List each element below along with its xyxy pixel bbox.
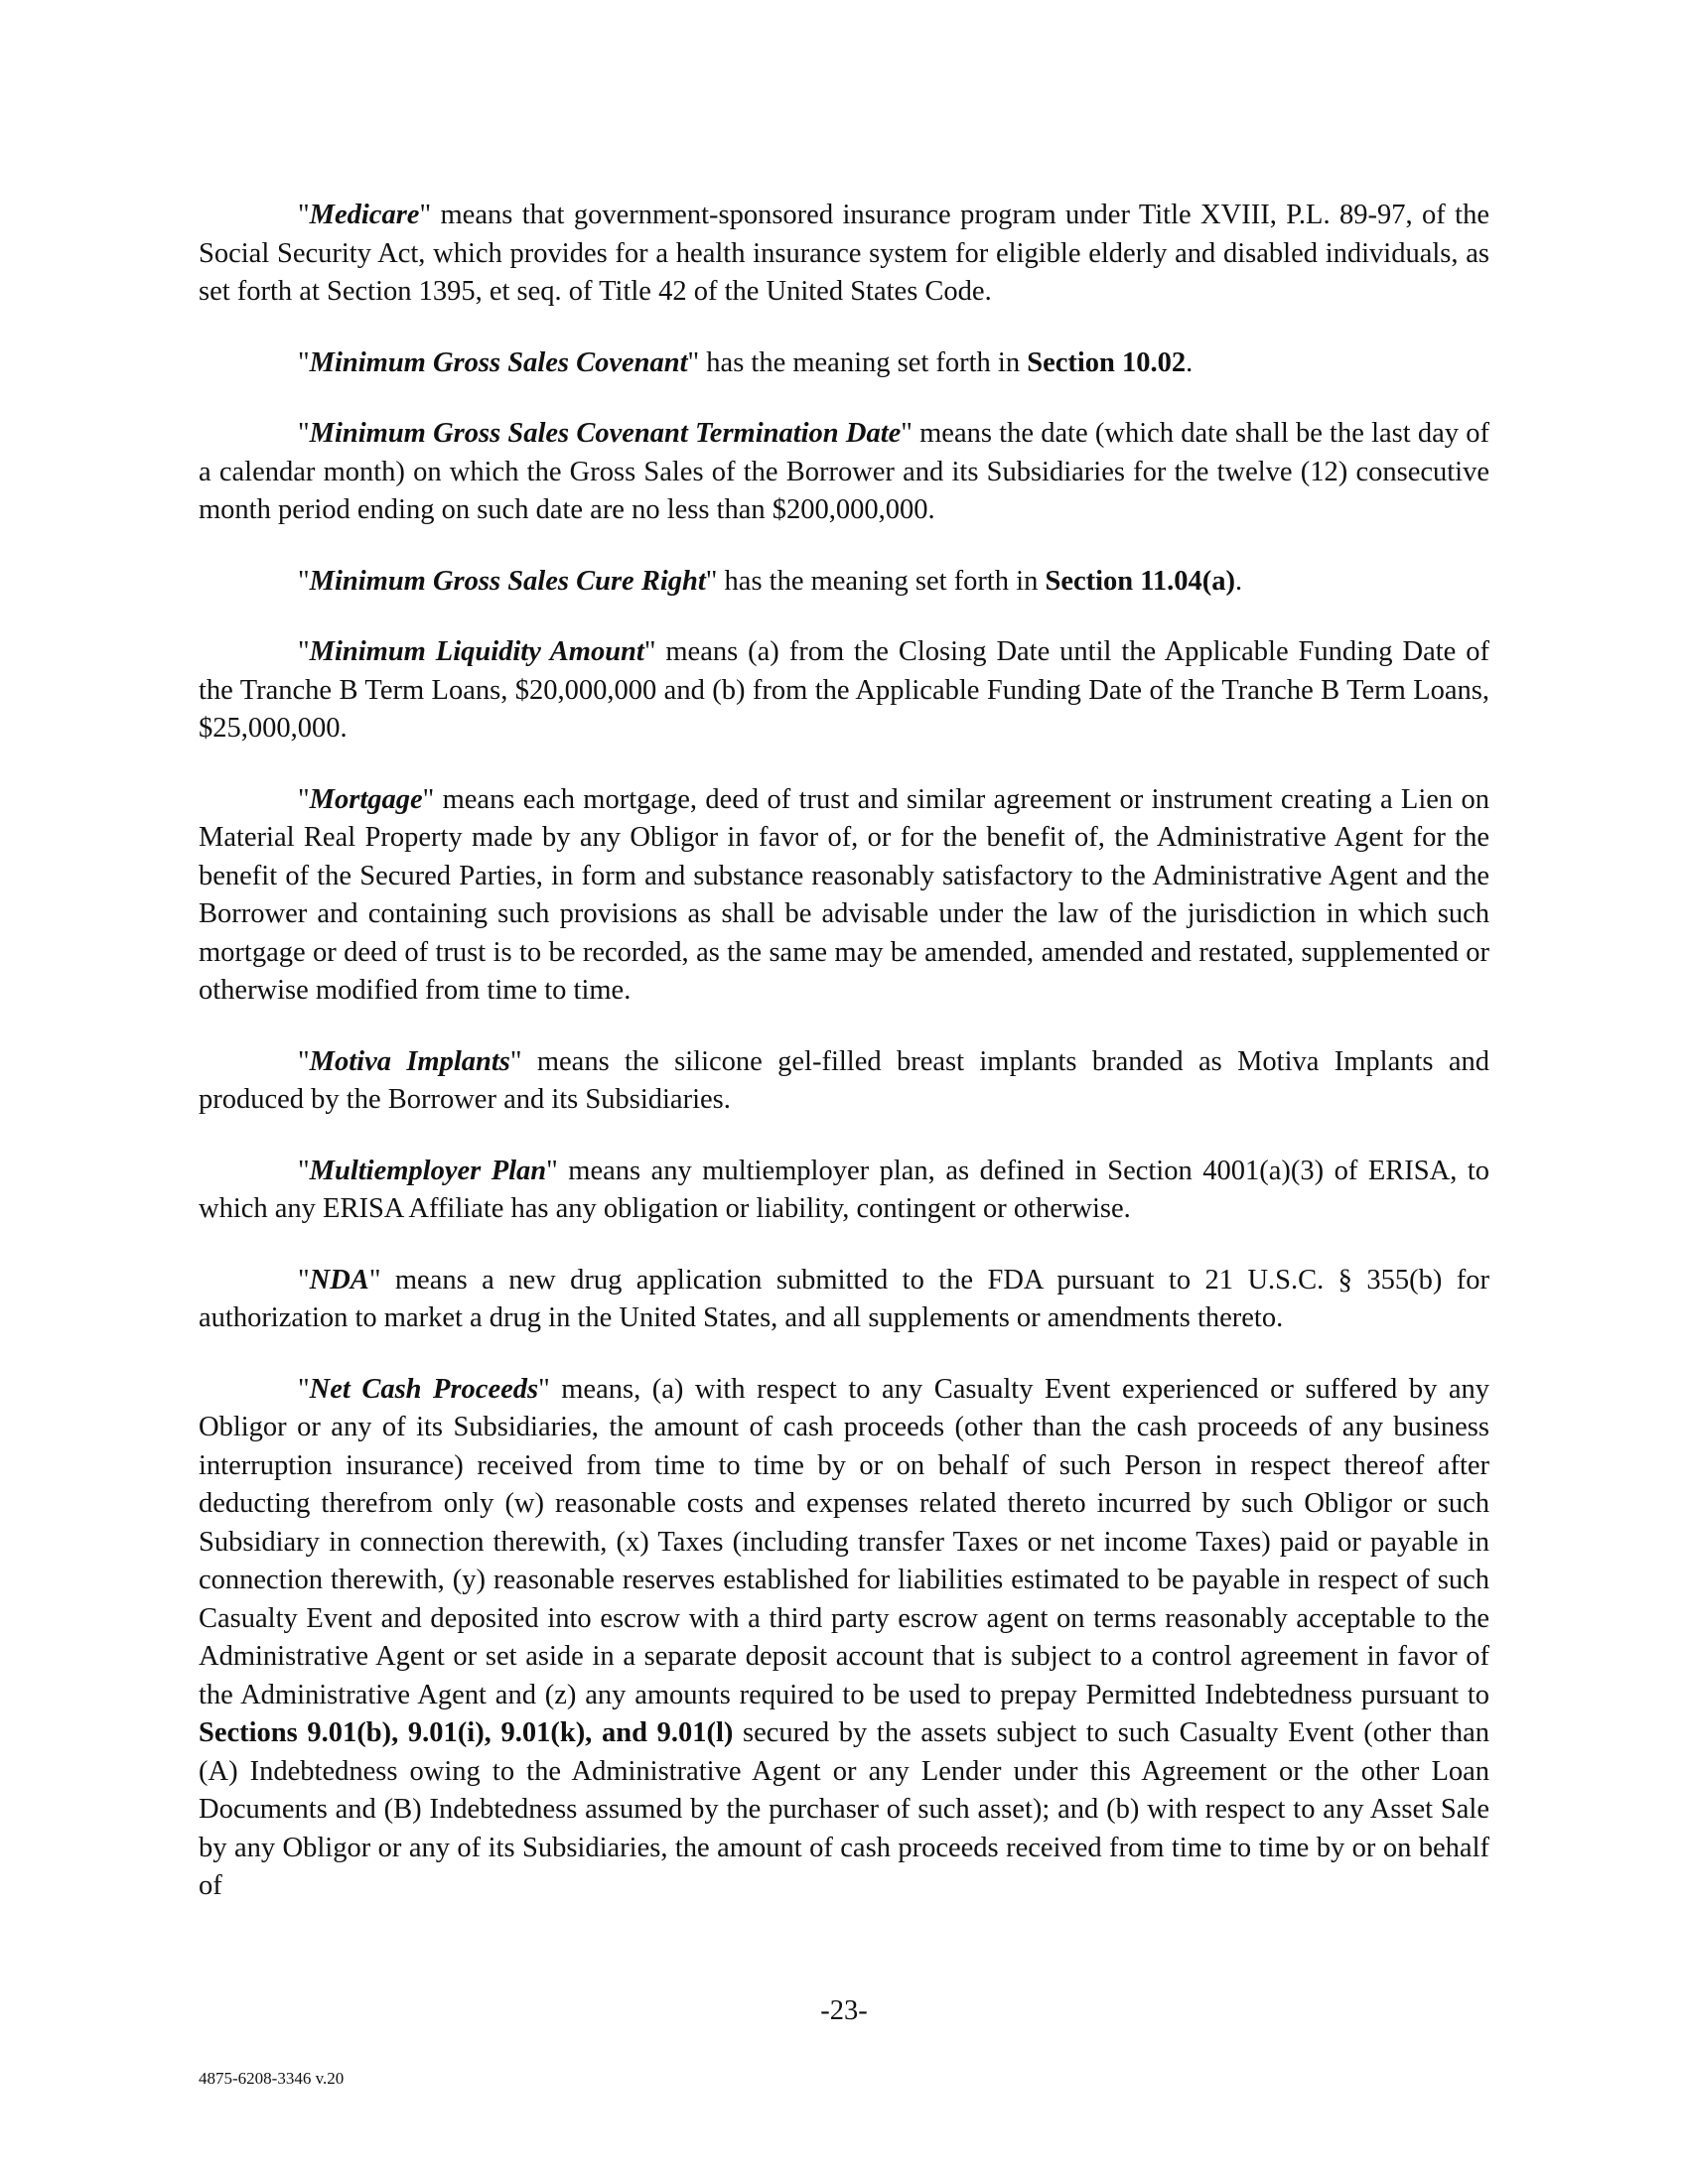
- definition-text: means the silicone gel-filled breast implants branded as Motiva Implants and produced by the Borrower and its Subsidiaries.: [199, 1045, 1489, 1115]
- section-reference: Section 11.04(a): [1045, 565, 1236, 597]
- definition-paragraph: "Minimum Liquidity Amount" means (a) from the Closing Date until the Applicable Funding Date of the Tranche B Term Loans, $20,000,000 and (b) from the Applicable Funding Date of the Tranche B Term Loans, $25,000,000.: [199, 636, 1489, 744]
- definition-text: .: [1186, 346, 1194, 378]
- definition-text: secured by the assets subject to such Casualty Event (other than (A) Indebtedness owing to the Administrative Agent or any Lender under this Agreement or the other Loan Documents and (B) Indebtedness assumed by the purchaser of such asset); and (b) with respect to any Asset Sale by any Obligor or any of its Subsidiaries, the amount of cash proceeds received from time to time by or on behalf of: [199, 1717, 1489, 1901]
- definition-paragraph: "Multiemployer Plan" means any multiemployer plan, as defined in Section 4001(a)(3) of ERISA, to which any ERISA Affiliate has any obligation or liability, contingent or otherwise.: [199, 1155, 1489, 1224]
- defined-term: Minimum Gross Sales Covenant: [309, 346, 688, 378]
- defined-term: Minimum Liquidity Amount: [309, 636, 644, 667]
- definition-text: has the meaning set forth in: [699, 346, 1028, 378]
- definition-paragraph: "NDA" means a new drug application submitted to the FDA pursuant to 21 U.S.C. § 355(b) for authorization to market a drug in the United States, and all supplements or amendments thereto.: [199, 1264, 1489, 1333]
- definition-paragraph: "Mortgage" means each mortgage, deed of trust and similar agreement or instrument creating a Lien on Material Real Property made by any Obligor in favor of, or for the benefit of, the Administrative Agent for the benefit of the Secured Parties, in form and substance reasonably satisfactory to the Administrative Agent and the Borrower and containing such provisions as shall be advisable under the law of the jurisdiction in which such mortgage or deed of trust is to be recorded, as the same may be amended, amended and restated, supplemented or otherwise modified from time to time.: [199, 783, 1489, 1006]
- defined-term: Mortgage: [309, 783, 423, 815]
- section-reference: Sections 9.01(b), 9.01(i), 9.01(k), and 9.01(l): [199, 1717, 734, 1748]
- definitions-section: [199, 197, 1489, 1939]
- definition-text: means the date (which date shall be the last day of a calendar month) on which the Gross Sales of the Borrower and its Subsidiaries for the twelve (12) consecutive month period ending on such date are no less than $200,000,000.: [199, 418, 1489, 525]
- definition-text: means a new drug application submitted to the FDA pursuant to 21 U.S.C. § 355(b) for authorization to market a drug in the United States, and all supplements or amendments thereto.: [199, 1264, 1489, 1333]
- defined-term: Medicare: [309, 200, 420, 230]
- defined-term: Multiemployer Plan: [309, 1155, 547, 1186]
- defined-term: NDA: [309, 1264, 369, 1296]
- defined-term: Minimum Gross Sales Cure Right: [309, 565, 706, 597]
- definition-text: has the meaning set forth in: [717, 565, 1046, 597]
- defined-term: Motiva Implants: [309, 1045, 510, 1077]
- section-reference: Section 10.02: [1027, 346, 1187, 378]
- defined-term: Minimum Gross Sales Covenant Termination Date: [309, 418, 902, 449]
- definition-text: .: [1235, 565, 1243, 597]
- definition-text: means that government-sponsored insurance program under Title XVIII, P.L. 89-97, of the Social Security Act, which provides for a health insurance system for eligible elderly and disabled individuals, as set forth at Section 1395, et seq. of Title 42 of the United States Code.: [199, 200, 1489, 307]
- page-number: -23-: [820, 1995, 868, 2026]
- definition-paragraph: "Medicare" means that government-sponsored insurance program under Title XVIII, P.L. 89-97, of the Social Security Act, which provides for a health insurance system for eligible elderly and disabled individuals, as set forth at Section 1395, et seq. of Title 42 of the United States Code.: [199, 200, 1489, 307]
- definition-text: means (a) from the Closing Date until the Applicable Funding Date of the Tranche B Term Loans, $20,000,000 and (b) from the Applicable Funding Date of the Tranche B Term Loans, $25,000,000.: [199, 636, 1489, 744]
- defined-term: Net Cash Proceeds: [309, 1373, 539, 1405]
- document-id: 4875-6208-3346 v.20: [199, 2069, 345, 2088]
- definition-paragraph: "Minimum Gross Sales Cure Right" has the meaning set forth in Section 11.04(a).: [298, 565, 1243, 597]
- definition-text: means any multiemployer plan, as defined in Section 4001(a)(3) of ERISA, to which any ERISA Affiliate has any obligation or liability, contingent or otherwise.: [199, 1155, 1489, 1224]
- definition-text: means each mortgage, deed of trust and similar agreement or instrument creating a Lien on Material Real Property made by any Obligor in favor of, or for the benefit of, the Administrative Agent for the benefit of the Secured Parties, in form and substance reasonably satisfactory to the Administrative Agent and the Borrower and containing such provisions as shall be advisable under the law of the jurisdiction in which such mortgage or deed of trust is to be recorded, as the same may be amended, amended and restated, supplemented or otherwise modified from time to time.: [199, 783, 1489, 1006]
- definition-paragraph: "Minimum Gross Sales Covenant Termination Date" means the date (which date shall be the last day of a calendar month) on which the Gross Sales of the Borrower and its Subsidiaries for the twelve (12) consecutive month period ending on such date are no less than $200,000,000.: [199, 418, 1489, 525]
- definition-text: means, (a) with respect to any Casualty Event experienced or suffered by any Obligor or any of its Subsidiaries, the amount of cash proceeds (other than the cash proceeds of any business interruption insurance) received from time to time by or on behalf of such Person in respect thereof after deducting therefrom only (w) reasonable costs and expenses related thereto incurred by such Obligor or such Subsidiary in connection therewith, (x) Taxes (including transfer Taxes or net income Taxes) paid or payable in connection therewith, (y) reasonable reserves established for liabilities estimated to be payable in respect of such Casualty Event and deposited into escrow with a third party escrow agent on terms reasonably acceptable to the Administrative Agent or set aside in a separate deposit account that is subject to a control agreement in favor of the Administrative Agent and (z) any amounts required to be used to prepay Permitted Indebtedness pursuant to: [199, 1373, 1489, 1710]
- definition-paragraph: "Motiva Implants" means the silicone gel-filled breast implants branded as Motiva Implants and produced by the Borrower and its Subsidiaries.: [199, 1045, 1489, 1115]
- definition-paragraph: "Net Cash Proceeds" means, (a) with respect to any Casualty Event experienced or suffered by any Obligor or any of its Subsidiaries, the amount of cash proceeds (other than the cash proceeds of any business interruption insurance) received from time to time by or on behalf of such Person in respect thereof after deducting therefrom only (w) reasonable costs and expenses related thereto incurred by such Obligor or such Subsidiary in connection therewith, (x) Taxes (including transfer Taxes or net income Taxes) paid or payable in connection therewith, (y) reasonable reserves established for liabilities estimated to be payable in respect of such Casualty Event and deposited into escrow with a third party escrow agent on terms reasonably acceptable to the Administrative Agent or set aside in a separate deposit account that is subject to a control agreement in favor of the Administrative Agent and (z) any amounts required to be used to prepay Permitted Indebtedness pursuant to Sections 9.01(b), 9.01(i), 9.01(k), and 9.01(l) secured by the assets subject to such Casualty Event (other than (A) Indebtedness owing to the Administrative Agent or any Lender under this Agreement or the other Loan Documents and (B) Indebtedness assumed by the purchaser of such asset); and (b) with respect to any Asset Sale by any Obligor or any of its Subsidiaries, the amount of cash proceeds received from time to time by or on behalf of: [199, 1373, 1489, 1901]
- definition-paragraph: "Minimum Gross Sales Covenant" has the meaning set forth in Section 10.02.: [298, 346, 1194, 378]
